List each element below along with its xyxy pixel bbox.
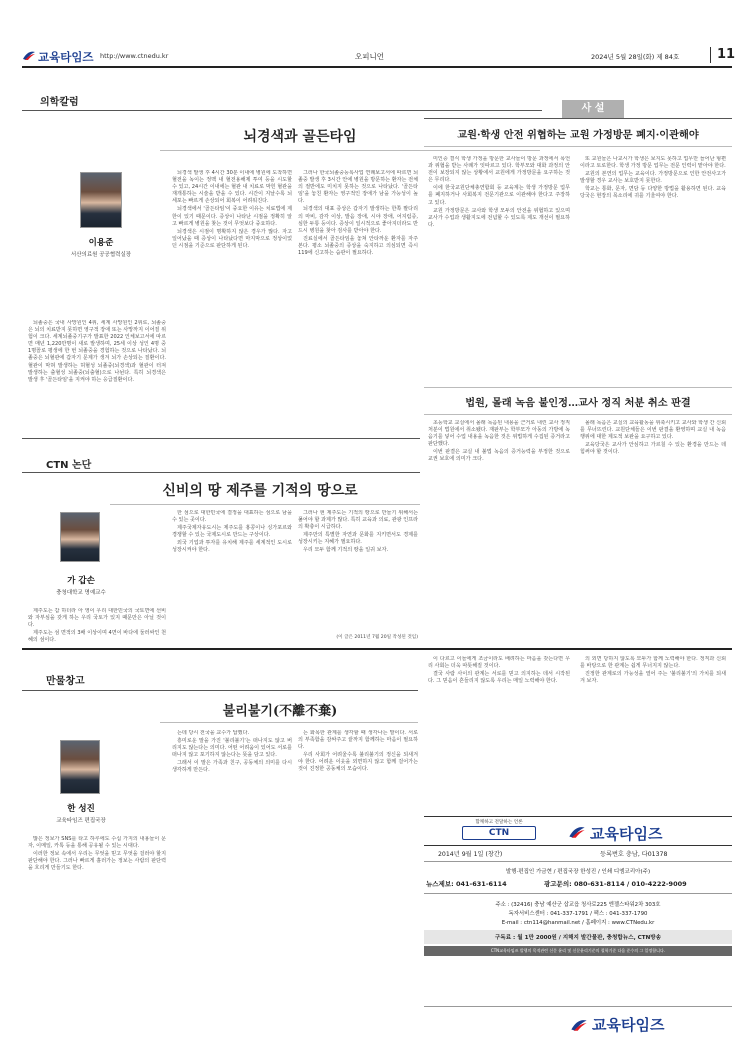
editorial-tag: 사 설 — [581, 103, 605, 114]
section-tag-ctn: CTN 논단 — [46, 460, 92, 471]
issue-date: 2024년 5월 28일(화) 제 84호 — [591, 53, 680, 61]
masthead-box — [424, 816, 732, 996]
author-role: 서산의료원 공공협력실장 — [70, 252, 132, 258]
column1-title: 뇌경색과 골든타임 — [243, 129, 357, 145]
contact-email[interactable]: E-mail : ctn114@hanmail.net / 홈페이지 : www.CTNedu.kr — [501, 920, 655, 926]
address: 주소 : (32416) 충남 예산군 삽교읍 청사로225 엔젤스타워2차 303호 — [495, 902, 661, 908]
logo-icon — [570, 1018, 588, 1032]
newspaper-name: 교육타임즈 — [38, 50, 94, 64]
header-url[interactable]: http://www.ctnedu.kr — [100, 52, 169, 60]
column2-text-1: 제주도는 갑 하더라 아 영이 우리 대한민국의 국토면에 선비와 자부심을 갖게 하는 우리 국토가 있지 때문만은 아닐 것이다. 제주도는 섬 면적의 3배 이상이며 4면이 바다에 둘러싸인 천혜의 섬이다. — [28, 608, 166, 644]
ad-inquiry-phone[interactable]: 080-631-8114 / 010-4222-9009 — [573, 880, 687, 888]
editorial-text-1: 미인증 결식 학생 가정을 방문한 교사들이 방문 과정에서 폭언과 위협을 받는 사례가 잇따르고 있다. 학부모와 대화 과정의 안전이 보장되지 않는 상황에서 교원에게 가정방문을 요구하는 것은 무리다. 이에 한국교원단체총연합회 등 교육계는 학생 가정방문 업무를 폐지하거나 사회복지 전문기관으로 이관해야 한다고 주장하고 있다. 교원 가정방문은 교사와 학생 모두의 안전을 위협하고 있으며 교사가 수업과 생활지도에 전념할 수 있도록 제도 개선이 필요하다. — [428, 156, 570, 228]
logo-icon — [22, 50, 36, 61]
footer-note: CTN교육타임즈 발행의 목적관련 신문 윤리 및 신문윤리기준의 철학기준 다음 준수의 그 일정합니다. — [490, 948, 666, 953]
reader-service: 독자서비스센터 : 041-337-1791 / 팩스 : 041-337-1790 — [508, 911, 648, 917]
logo-icon — [568, 825, 586, 839]
ad-inquiry-line — [544, 879, 687, 888]
founded-date: 2014년 9월 1일 (창간) — [438, 851, 503, 858]
author-name: 한 성진 — [67, 804, 95, 814]
editorial-text-3: 초등학교 교실에서 몰래 녹음된 내용을 근거로 내린 교사 정직 처분이 법원에서 취소됐다. 재판부는 학부모가 아동의 가방에 녹음기를 넣어 수업 내용을 녹음한 것은 위법하게 수집된 증거라고 판단했다. 이번 판결은 교실 내 불법 녹음의 증거능력을 부정한 것으로 교권 보호에 의미가 크다. — [428, 420, 570, 463]
registration-number: 등록번호 충남, 다01378 — [600, 851, 668, 858]
masthead-ctn-logo: CTN — [462, 826, 536, 840]
editorial-text-4: 몰래 녹음은 교실의 교육활동을 위축시키고 교사와 학생 간 신뢰를 무너뜨린다. 교원단체들은 이번 판결을 환영하며 교실 내 녹음 행위에 대한 제도적 보완을 요구하고 있다. 교육당국은 교사가 안심하고 가르칠 수 있는 환경을 만드는 데 힘써야 할 것이다. — [580, 420, 726, 456]
column2-note: (이 글은 2011년 7월 20일 작성된 것임) — [336, 635, 418, 640]
subscription-info: 구독료 : 월 1만 2000원 / 지해지 발간물판, 충청합뉴스, CTN방송 — [494, 935, 662, 941]
column2-text-2: 한 섬으로 대한민국에 결정을 대표하는 섬으로 남을 수 있는 곳이다. 제주국제자유도시는 제주도를 홍콩이나 싱가포르와 경쟁할 수 있는 국제도시로 만드는 구상이다. 외국 기업과 투자를 유치해 제주를 세계적인 도시로 성장시켜야 한다. — [172, 510, 292, 554]
column3-text-4: 이 다르고 이들에게 조금이라도 배려하는 마음을 갖는다면 우리 사회는 더욱 따뜻해질 것이다. 결국 사람 사이의 관계는 서로를 믿고 의지하는 데서 시작된다. 그 믿음이 흔들리지 않도록 우리는 매일 노력해야 한다. — [428, 656, 570, 685]
column2-text-3: 그러나 현 제주도는 기적의 땅으로 만들기 위해서는 풀어야 할 과제가 많다. 특히 교육과 의료, 관광 인프라의 확충이 시급하다. 제주만의 특별한 자연과 문화를 지키면서도 경제를 성장시키는 지혜가 필요하다. 우리 모두 함께 기적의 땅을 일궈 보자. — [298, 510, 418, 554]
editorial-title-1: 교원·학생 안전 위협하는 교원 가정방문 폐지·이관해야 — [457, 129, 699, 141]
masthead-logo: 교육타임즈 — [590, 825, 663, 843]
column1-text-1: 뇌졸중은 국내 사망원인 4위, 세계 사망원인 2위로, 뇌졸중은 뇌의 치료받지 못하면 영구적 장애 또는 사망까지 이어질 위험이 크다. 세계뇌졸중기구가 발표한 2022 인체보고서에 따르면 매년 1,220만명이 새로 발생하며, 25세 이상 성인 4명 중 1명꼴로 평생에 한 번 뇌졸중을 경험하는 것으로 나타났다. 뇌졸중은 뇌혈관에 갑자기 문제가 생겨 뇌가 손상되는 질환이다. 혈관이 막혀 발생하는 허혈성 뇌졸중(뇌경색)과 혈관이 터져 발생하는 출혈성 뇌졸중(뇌출혈)으로 나뉜다. 특히 뇌경색은 발생 후 '골든타임'을 지켜야 하는 응급질환이다. — [28, 320, 166, 383]
bottom-logo: 교육타임즈 — [592, 1016, 665, 1034]
column3-text-1: 많은 정보가 SNS를 타고 하루에도 수십 가지의 내용들이 문자, 이메일, 카톡 등을 통해 공유될 수 있는 시대다. 이러한 정보 속에서 우리는 무엇을 믿고 무엇을 걸러야 할지 판단해야 한다. 그러나 빠르게 흘러가는 정보는 사람의 판단력을 흐리게 만들기도 한다. — [28, 836, 166, 872]
news-tip-line — [426, 879, 507, 888]
author-photo — [60, 740, 100, 794]
column1-text-2: 뇌경색 발생 후 4시간 30분 이내에 병원에 도착하면 혈전을 녹이는 정맥 내 혈전용해제 투여 등을 시도할 수 있고, 24시간 이내에는 혈관 내 치료로 막힌 혈관을 재개통하는 시술을 받을 수 있다. 시간이 지날수록 뇌세포는 빠르게 손상되어 회복이 어려워진다. 뇌경색에서 '골든타임'이 중요한 이유는 치료법에 제한이 있기 때문이다. 증상이 나타난 시점을 정확히 알고 빠르게 병원을 찾는 것이 무엇보다 중요하다. 뇌경색은 시점이 명확하지 않은 경우가 많다. 자고 일어났을 때 증상이 나타났다면 마지막으로 정상이었던 시점을 기준으로 판단하게 된다. — [172, 170, 292, 249]
header-rule — [22, 66, 732, 68]
column3-text-3: 는 화목한 관계를 생각할 때 생각나는 말이다. 서로의 부족함을 감싸주고 끝까지 함께하는 마음이 필요하다. 우리 사회가 어려울수록 불리불기의 정신을 되새겨야 한다. 어려운 이웃을 외면하지 않고 함께 걸어가는 것이 진정한 공동체의 모습이다. — [298, 730, 418, 773]
column2-title: 신비의 땅 제주를 기적의 땅으로 — [162, 483, 358, 499]
column3-title: 불리불기(不離不棄) — [222, 704, 338, 719]
news-tip-phone[interactable]: 041-631-6114 — [455, 880, 507, 888]
editorial-text-2: 또 교원들은 나교시가 학생은 보지도 못하고 업무만 늘어난 형편이라고 토로한다. 학생 가정 방문 업무는 전문 인력이 맡아야 한다. 교원의 본연의 업무는 교육이다. 가정방문으로 인한 안전사고가 발생할 경우 교사는 보호받지 못한다. 학교는 통화, 문자, 면담 등 다양한 방법을 활용하면 된다. 교육당국은 현장의 목소리에 귀를 기울여야 한다. — [580, 156, 726, 200]
column3-text-5: 의 외면 당하지 않도록 모두가 함께 노력해야 한다. 정직과 신뢰를 바탕으로 한 관계는 쉽게 무너지지 않는다. 진정한 관계로의 가능성을 열어 주는 '불리불기'의 가치를 되새겨 보자. — [580, 656, 726, 685]
editorial-title-2: 법원, 몰래 녹음 불인정…교사 정직 처분 취소 판결 — [465, 397, 691, 409]
column1-text-3: 그러나 한국뇌졸중등록사업 연례보고서에 따르면 뇌졸중 발생 후 3시간 안에 병원을 방문하는 환자는 전체의 절반에도 미치지 못하는 것으로 나타났다. '골든타임'을 놓친 환자는 영구적인 장애가 남을 가능성이 높다. 뇌경색의 대표 증상은 갑자기 발생하는 한쪽 팔다리의 마비, 감각 이상, 발음 장애, 시야 장애, 어지럼증, 심한 두통 등이다. 증상이 일시적으로 좋아지더라도 반드시 병원을 찾아 검사를 받아야 한다. 진료실에서 골든타임을 놓쳐 안타까운 환자를 자주 본다. 평소 뇌졸중의 증상을 숙지하고 의심되면 즉시 119에 신고하는 습관이 필요하다. — [298, 170, 418, 257]
masthead-tagline: 함께하고 전달하는 언론 — [475, 820, 523, 825]
author-name: 이용준 — [88, 238, 114, 248]
author-role: 교육타임즈 편집국장 — [56, 818, 106, 824]
author-role: 충청대학교 명예교수 — [56, 590, 106, 596]
page-number: 11 — [717, 47, 736, 62]
author-photo — [80, 172, 122, 228]
staff-line: 발행·편집인 가금현 / 편집국장 한성진 / 인쇄 디엠코리아(주) — [505, 869, 651, 875]
author-name: 가 갑손 — [67, 576, 95, 586]
section-tag-medical: 의학칼럼 — [40, 97, 79, 108]
author-photo — [60, 512, 100, 562]
column3-text-2: 는데 당시 전국을 교수가 답했다. 흥미로운 말을 가진 '불리불기'는 떠나지도 않고 버리지도 않는다는 의미다. 어떤 어려움이 있어도 서로를 떠나지 않고 포기하지 않는다는 뜻을 담고 있다. 그래서 이 말은 가족과 친구, 공동체의 의미를 다시 생각하게 만든다. — [172, 730, 292, 774]
news-tip-label: 뉴스제보: — [426, 880, 454, 888]
section-tag-store: 만물창고 — [46, 676, 85, 687]
editorial-tag-box — [562, 100, 624, 118]
section-name: 오피니언 — [355, 52, 384, 61]
ad-inquiry-label: 광고문의: — [544, 880, 572, 888]
